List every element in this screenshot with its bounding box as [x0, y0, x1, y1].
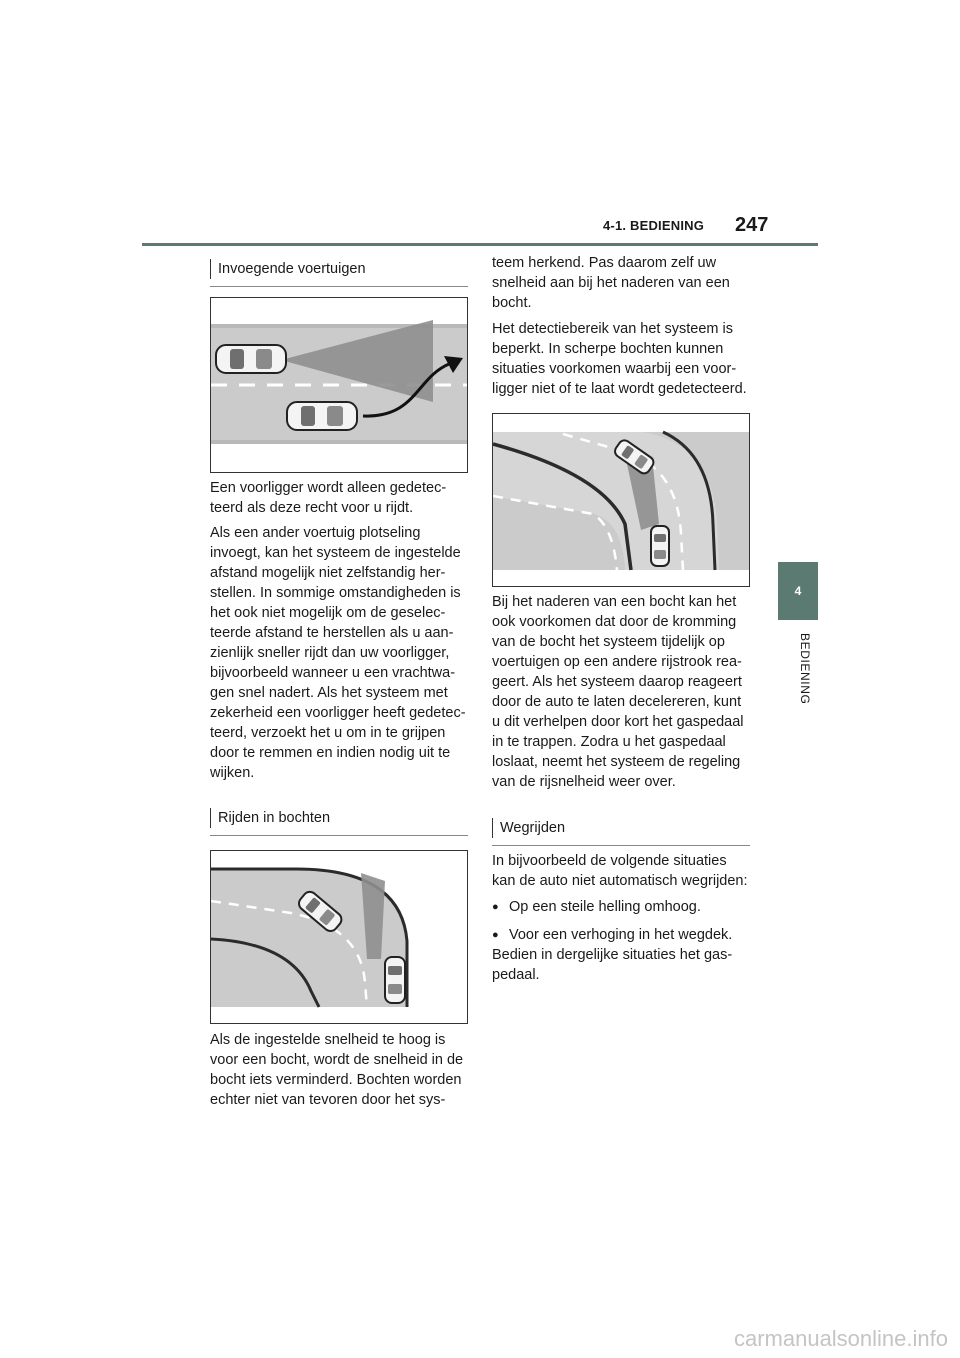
heading-rule	[210, 286, 468, 287]
heading-curves: Rijden in bochten	[210, 808, 468, 828]
figure-curve-left	[210, 850, 468, 1024]
header-rule	[142, 243, 818, 246]
paragraph: Het detectiebereik van het systeem is beperkt. In scherpe bochten kunnen situaties voorkomen waarbij een voor-ligger niet of te laat wordt gedetecteerd.	[492, 321, 747, 397]
paragraph: Een voorligger wordt alleen gedetec-teerd als deze recht voor u rijdt.	[210, 480, 447, 516]
car-icon	[287, 402, 357, 430]
car-icon	[216, 345, 286, 373]
paragraph: Als de ingestelde snelheid te hoog is voor een bocht, wordt de snelheid in de bocht iets verminderd. Bochten worden echter niet van tevoren door het sys-	[210, 1032, 464, 1108]
paragraph: In bijvoorbeeld de volgende situaties kan de auto niet automatisch wegrijden:	[492, 853, 748, 889]
watermark: carmanualsonline.info	[733, 1326, 948, 1351]
heading-merging-vehicles: Invoegende voertuigen	[210, 259, 468, 279]
section-title: 4-1. BEDIENING	[603, 218, 705, 233]
paragraph: Bedien in dergelijke situaties het gas-pedaal.	[492, 947, 733, 983]
heading-rule	[492, 845, 750, 846]
page-number: 247	[735, 214, 769, 236]
car-icon	[651, 526, 669, 566]
list-item: ● Voor een verhoging in het wegdek.	[492, 925, 750, 945]
car-icon	[385, 957, 405, 1003]
chapter-tab: 4	[778, 562, 818, 620]
figure-merging-vehicles	[210, 297, 468, 473]
chapter-label: BEDIENING	[798, 633, 812, 705]
paragraph: Als een ander voertuig plotseling invoegt, kan het systeem de ingestelde afstand mogelijk niet zelfstandig her-stellen. In sommige omstandigheden is het ook niet mogelijk om de geselec-teerde afstand te herstellen als u aan-zienlijk sneller rijdt dan uw voorligger, bijvoorbeeld wanneer u een vrachtwa-gen snel nadert. Als het systeem met zekerheid een voorligger heeft gedetec-teerd, verzoekt het u om in te grijpen door te remmen en indien nodig uit te wijken.	[210, 525, 466, 781]
heading-rule	[210, 835, 468, 836]
list-item: ● Op een steile helling omhoog.	[492, 897, 750, 917]
paragraph: Bij het naderen van een bocht kan het ook voorkomen dat door de kromming van de bocht het systeem tijdelijk op voertuigen op een andere rijstrook rea-geert. Als het systeem daarop reageert door de auto te laten decelereren, kunt u dit verhelpen door kort het gaspedaal in te trappen. Zodra u het gaspedaal loslaat, neemt het systeem de regeling van de rijsnelheid weer over.	[492, 594, 744, 790]
figure-curve-right	[492, 413, 750, 587]
heading-drive-off: Wegrijden	[492, 818, 750, 838]
paragraph: teem herkend. Pas daarom zelf uw snelheid aan bij het naderen van een bocht.	[492, 255, 730, 311]
